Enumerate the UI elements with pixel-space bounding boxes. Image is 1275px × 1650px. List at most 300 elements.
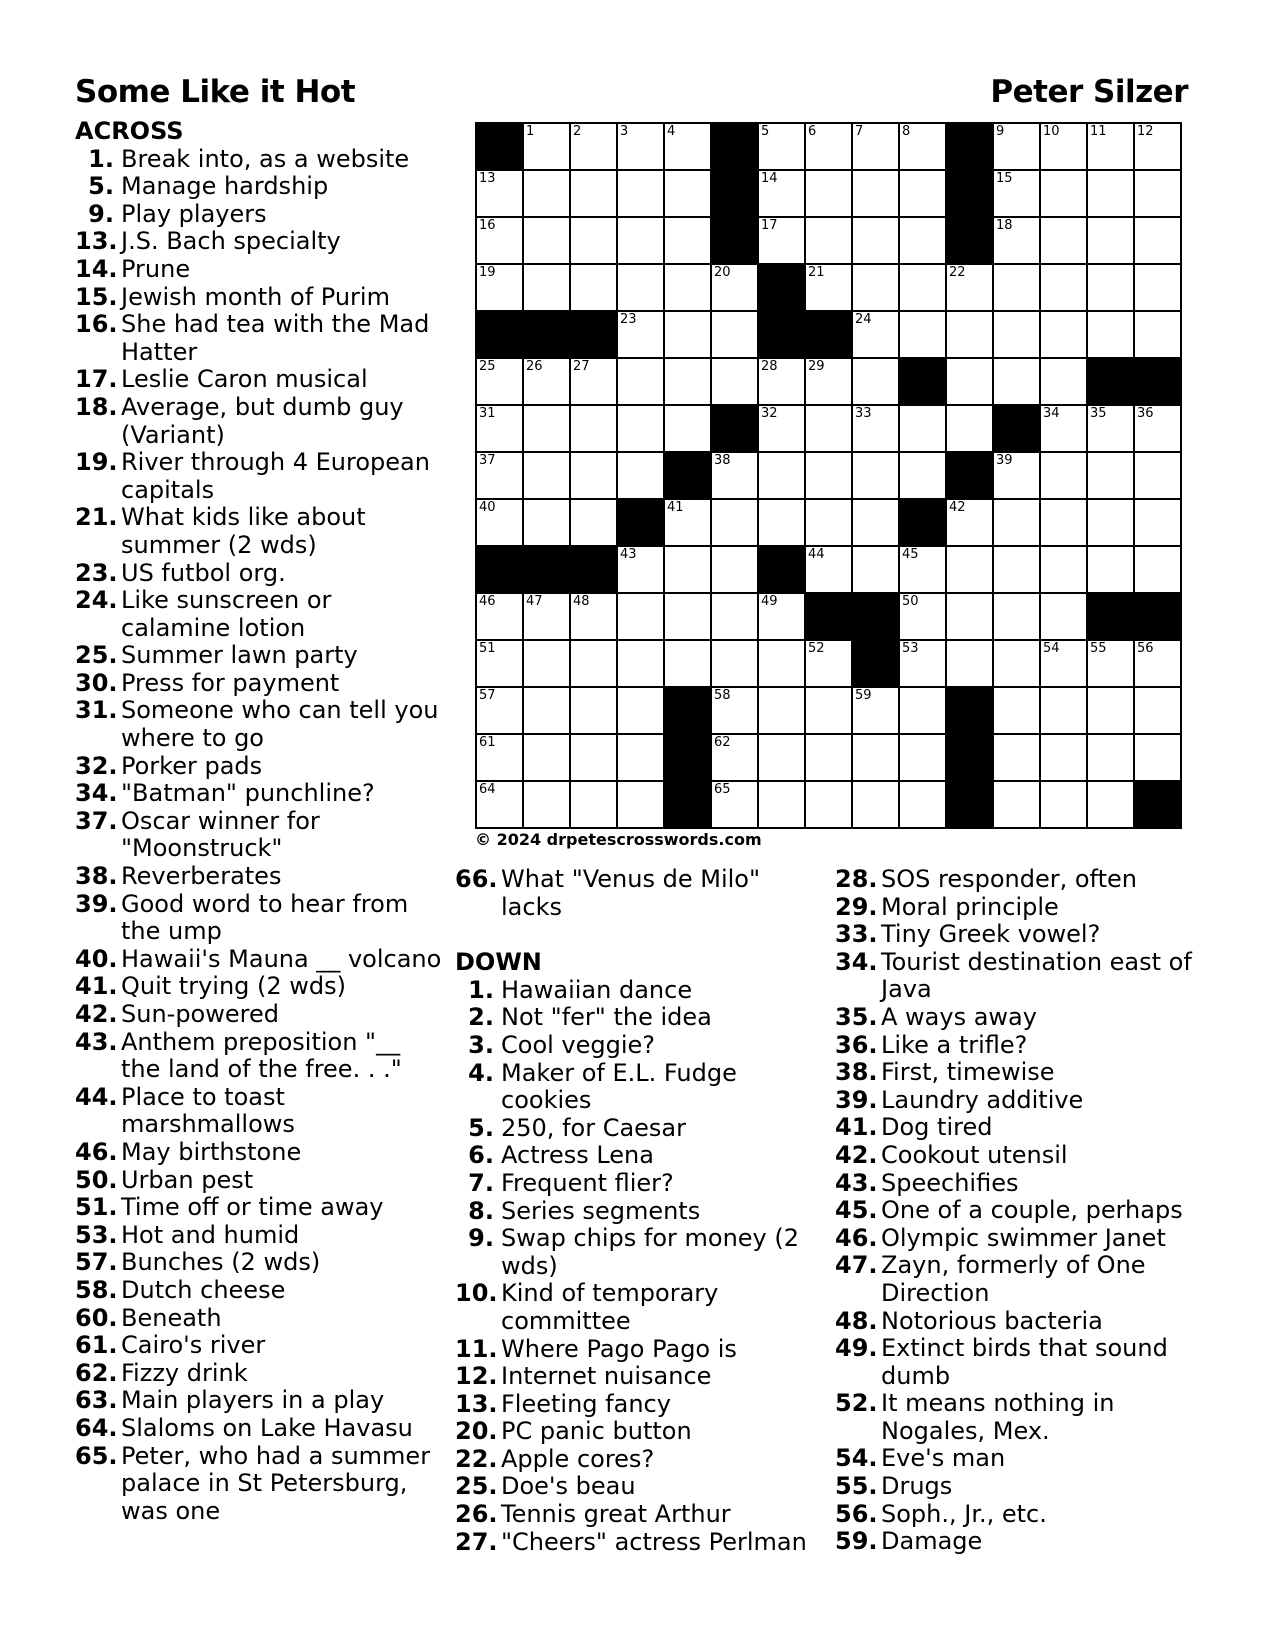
grid-cell[interactable] <box>711 734 758 781</box>
grid-cell[interactable] <box>758 358 805 405</box>
grid-cell[interactable] <box>570 170 617 217</box>
grid-cell[interactable] <box>617 546 664 593</box>
black-square <box>523 311 570 358</box>
clue-number: 22. <box>455 1444 498 1473</box>
grid-cell[interactable] <box>758 687 805 734</box>
grid-cell[interactable] <box>899 687 946 734</box>
clue-text: Beneath <box>121 1303 222 1332</box>
cell-number: 2 <box>573 124 582 139</box>
grid-cell[interactable] <box>523 499 570 546</box>
grid-cell[interactable] <box>1040 499 1087 546</box>
clue-number: 21. <box>75 503 118 532</box>
grid-cell[interactable] <box>711 546 758 593</box>
clue-text: 250, for Caesar <box>501 1113 687 1142</box>
grid-cell[interactable] <box>758 405 805 452</box>
cell-number: 34 <box>1043 406 1060 421</box>
grid-cell[interactable] <box>1040 170 1087 217</box>
grid-cell[interactable] <box>1087 217 1134 264</box>
grid-cell[interactable] <box>852 781 899 828</box>
grid-cell[interactable] <box>617 593 664 640</box>
grid-cell[interactable] <box>664 593 711 640</box>
clue-number: 18. <box>75 392 118 421</box>
grid-cell[interactable] <box>523 217 570 264</box>
clue-text: Olympic swimmer Janet <box>881 1223 1166 1252</box>
grid-cell[interactable] <box>993 311 1040 358</box>
clue-text: Manage hardship <box>121 172 329 201</box>
clue-number: 57. <box>75 1248 118 1277</box>
grid-cell[interactable] <box>711 452 758 499</box>
grid-cell[interactable] <box>758 593 805 640</box>
clue-text: River through 4 European capitals <box>121 448 430 504</box>
cell-number: 59 <box>855 688 872 703</box>
grid-cell[interactable] <box>711 499 758 546</box>
grid-cell[interactable] <box>805 734 852 781</box>
black-square <box>711 123 758 170</box>
grid-cell[interactable] <box>711 640 758 687</box>
grid-cell[interactable] <box>1040 687 1087 734</box>
clue-text: Zayn, formerly of One Direction <box>881 1251 1146 1307</box>
cell-number: 14 <box>761 171 778 186</box>
grid-cell[interactable] <box>993 593 1040 640</box>
grid-cell[interactable] <box>1040 640 1087 687</box>
grid-cell[interactable] <box>946 546 993 593</box>
grid-cell[interactable] <box>993 781 1040 828</box>
grid-cell[interactable] <box>617 687 664 734</box>
down-clue <box>455 977 810 1005</box>
grid-cell[interactable] <box>570 687 617 734</box>
grid-cell[interactable] <box>852 405 899 452</box>
clue-text: Internet nuisance <box>501 1362 712 1391</box>
grid-cell[interactable] <box>523 734 570 781</box>
grid-cell[interactable] <box>476 452 523 499</box>
grid-cell[interactable] <box>899 123 946 170</box>
grid-cell[interactable] <box>570 499 617 546</box>
grid-cell[interactable] <box>1087 311 1134 358</box>
grid-cell[interactable] <box>476 264 523 311</box>
clue-text: Extinct birds that sound dumb <box>881 1334 1168 1390</box>
clue-number: 47. <box>835 1251 878 1280</box>
grid-cell[interactable] <box>1087 170 1134 217</box>
grid-cell[interactable] <box>805 687 852 734</box>
grid-cell[interactable] <box>523 358 570 405</box>
clue-number: 3. <box>468 1030 494 1059</box>
clue-text: Prune <box>121 254 191 283</box>
grid-cell[interactable] <box>711 781 758 828</box>
grid-cell[interactable] <box>899 405 946 452</box>
grid-cell[interactable] <box>1087 734 1134 781</box>
grid-cell[interactable] <box>852 734 899 781</box>
grid-cell[interactable] <box>1134 170 1181 217</box>
grid-cell[interactable] <box>476 593 523 640</box>
grid-cell[interactable] <box>476 358 523 405</box>
grid-cell[interactable] <box>1087 452 1134 499</box>
grid-cell[interactable] <box>664 358 711 405</box>
grid-cell[interactable] <box>523 687 570 734</box>
grid-cell[interactable] <box>570 217 617 264</box>
across-clue <box>75 946 445 974</box>
grid-cell[interactable] <box>993 123 1040 170</box>
grid-cell[interactable] <box>476 217 523 264</box>
grid-cell[interactable] <box>476 405 523 452</box>
black-square <box>1087 358 1134 405</box>
grid-cell[interactable] <box>617 781 664 828</box>
grid-cell[interactable] <box>1040 264 1087 311</box>
grid-cell[interactable] <box>899 452 946 499</box>
grid-cell[interactable] <box>617 311 664 358</box>
grid-cell[interactable] <box>852 546 899 593</box>
grid-cell[interactable] <box>1134 640 1181 687</box>
grid-cell[interactable] <box>993 546 1040 593</box>
grid-cell[interactable] <box>805 781 852 828</box>
grid-cell[interactable] <box>805 358 852 405</box>
grid-cell[interactable] <box>523 123 570 170</box>
grid-cell[interactable] <box>805 452 852 499</box>
grid-cell[interactable] <box>664 217 711 264</box>
clue-text: Soph., Jr., etc. <box>881 1499 1047 1528</box>
clue-text: US futbol org. <box>121 558 286 587</box>
black-square <box>758 311 805 358</box>
clue-number: 13. <box>75 227 118 256</box>
grid-cell[interactable] <box>711 593 758 640</box>
grid-cell[interactable] <box>1040 593 1087 640</box>
grid-cell[interactable] <box>1134 452 1181 499</box>
grid-cell[interactable] <box>711 687 758 734</box>
grid-cell[interactable] <box>805 405 852 452</box>
black-square <box>570 311 617 358</box>
grid-cell[interactable] <box>570 405 617 452</box>
clue-text: Quit trying (2 wds) <box>121 972 347 1001</box>
grid-cell[interactable] <box>476 734 523 781</box>
cell-number: 43 <box>620 547 637 562</box>
black-square <box>1134 358 1181 405</box>
grid-cell[interactable] <box>476 781 523 828</box>
grid-cell[interactable] <box>664 640 711 687</box>
black-square <box>946 734 993 781</box>
spacer <box>455 921 810 949</box>
clue-number: 33. <box>835 920 878 949</box>
clue-number: 61. <box>75 1331 118 1360</box>
black-square <box>805 311 852 358</box>
grid-cell[interactable] <box>664 499 711 546</box>
clue-number: 39. <box>835 1085 878 1114</box>
grid-cell[interactable] <box>993 687 1040 734</box>
grid-cell[interactable] <box>523 640 570 687</box>
cell-number: 64 <box>479 782 496 797</box>
grid-cell[interactable] <box>617 264 664 311</box>
grid-cell[interactable] <box>1087 546 1134 593</box>
down-clue <box>835 1528 1195 1556</box>
grid-cell[interactable] <box>758 170 805 217</box>
grid-cell[interactable] <box>852 217 899 264</box>
clue-number: 59. <box>835 1527 878 1556</box>
grid-cell[interactable] <box>570 640 617 687</box>
clue-number: 15. <box>75 282 118 311</box>
across-clue <box>75 587 445 642</box>
clue-text: Dutch cheese <box>121 1275 286 1304</box>
down-clue <box>455 1198 810 1226</box>
grid-cell[interactable] <box>899 217 946 264</box>
grid-cell[interactable] <box>993 264 1040 311</box>
cell-number: 20 <box>714 265 731 280</box>
clue-text: Urban pest <box>121 1165 254 1194</box>
grid-cell[interactable] <box>852 358 899 405</box>
clue-number: 5. <box>88 172 114 201</box>
clue-number: 14. <box>75 254 118 283</box>
grid-cell[interactable] <box>570 123 617 170</box>
cell-number: 62 <box>714 735 731 750</box>
grid-cell[interactable] <box>805 170 852 217</box>
grid-cell[interactable] <box>1134 546 1181 593</box>
black-square <box>852 593 899 640</box>
grid-cell[interactable] <box>664 123 711 170</box>
grid-cell[interactable] <box>805 264 852 311</box>
grid-cell[interactable] <box>946 593 993 640</box>
grid-cell[interactable] <box>570 358 617 405</box>
grid-cell[interactable] <box>1040 781 1087 828</box>
grid-cell[interactable] <box>523 593 570 640</box>
grid-cell[interactable] <box>758 123 805 170</box>
grid-cell[interactable] <box>852 499 899 546</box>
grid-cell[interactable] <box>523 170 570 217</box>
grid-cell[interactable] <box>899 264 946 311</box>
grid-cell[interactable] <box>1134 217 1181 264</box>
grid-cell[interactable] <box>1134 687 1181 734</box>
grid-cell[interactable] <box>1040 734 1087 781</box>
clue-text: Swap chips for money (2 wds) <box>501 1224 800 1280</box>
cell-number: 4 <box>667 124 676 139</box>
clue-text: Press for payment <box>121 668 340 697</box>
cell-number: 23 <box>620 312 637 327</box>
clue-text: Hawaiian dance <box>501 975 693 1004</box>
grid-cell[interactable] <box>946 405 993 452</box>
grid-cell[interactable] <box>523 781 570 828</box>
grid-cell[interactable] <box>1134 405 1181 452</box>
grid-cell[interactable] <box>993 170 1040 217</box>
grid-cell[interactable] <box>523 452 570 499</box>
grid-cell[interactable] <box>852 123 899 170</box>
cell-number: 7 <box>855 124 864 139</box>
down-clue <box>835 1004 1195 1032</box>
down-clue <box>835 1170 1195 1198</box>
black-square <box>664 781 711 828</box>
grid-cell[interactable] <box>805 123 852 170</box>
grid-cell[interactable] <box>758 781 805 828</box>
clue-number: 44. <box>75 1082 118 1111</box>
grid-cell[interactable] <box>617 405 664 452</box>
grid-cell[interactable] <box>617 170 664 217</box>
clue-text: Cookout utensil <box>881 1140 1068 1169</box>
grid-cell[interactable] <box>805 499 852 546</box>
grid-cell[interactable] <box>852 311 899 358</box>
grid-cell[interactable] <box>899 593 946 640</box>
cell-number: 51 <box>479 641 496 656</box>
grid-cell[interactable] <box>1040 123 1087 170</box>
cell-number: 49 <box>761 594 778 609</box>
grid-cell[interactable] <box>1040 405 1087 452</box>
grid-cell[interactable] <box>899 546 946 593</box>
across-clue <box>75 863 445 891</box>
grid-cell[interactable] <box>993 499 1040 546</box>
grid-cell[interactable] <box>476 640 523 687</box>
grid-cell[interactable] <box>617 640 664 687</box>
clue-number: 9. <box>468 1224 494 1253</box>
grid-cell[interactable] <box>617 358 664 405</box>
clue-number: 43. <box>835 1168 878 1197</box>
cell-number: 46 <box>479 594 496 609</box>
clue-number: 8. <box>468 1196 494 1225</box>
across-clue <box>75 753 445 781</box>
grid-cell[interactable] <box>617 734 664 781</box>
grid-cell[interactable] <box>1087 640 1134 687</box>
grid-cell[interactable] <box>946 264 993 311</box>
grid-cell[interactable] <box>1087 405 1134 452</box>
grid-cell[interactable] <box>1134 499 1181 546</box>
grid-cell[interactable] <box>1087 264 1134 311</box>
grid-cell[interactable] <box>570 781 617 828</box>
grid-cell[interactable] <box>711 311 758 358</box>
grid-cell[interactable] <box>852 452 899 499</box>
cell-number: 25 <box>479 359 496 374</box>
grid-cell[interactable] <box>993 358 1040 405</box>
clue-number: 55. <box>835 1472 878 1501</box>
grid-cell[interactable] <box>805 217 852 264</box>
grid-cell[interactable] <box>1040 452 1087 499</box>
cell-number: 17 <box>761 218 778 233</box>
grid-cell[interactable] <box>476 499 523 546</box>
cell-number: 11 <box>1090 124 1107 139</box>
black-square <box>711 405 758 452</box>
grid-cell[interactable] <box>899 734 946 781</box>
grid-cell[interactable] <box>758 640 805 687</box>
clue-text: Porker pads <box>121 751 263 780</box>
clue-text: Hawaii's Mauna __ volcano <box>121 944 442 973</box>
clue-text: Not "fer" the idea <box>501 1003 712 1032</box>
black-square <box>476 123 523 170</box>
grid-cell[interactable] <box>617 123 664 170</box>
grid-cell[interactable] <box>1040 217 1087 264</box>
grid-cell[interactable] <box>993 452 1040 499</box>
clue-number: 51. <box>75 1193 118 1222</box>
grid-cell[interactable] <box>993 217 1040 264</box>
across-clue <box>75 808 445 863</box>
clue-text: J.S. Bach specialty <box>121 227 341 256</box>
grid-cell[interactable] <box>852 687 899 734</box>
grid-cell[interactable] <box>899 170 946 217</box>
grid-cell[interactable] <box>1087 499 1134 546</box>
grid-cell[interactable] <box>617 217 664 264</box>
across-clue <box>75 1194 445 1222</box>
grid-cell[interactable] <box>993 734 1040 781</box>
cell-number: 56 <box>1137 641 1154 656</box>
grid-cell[interactable] <box>758 734 805 781</box>
grid-cell[interactable] <box>523 405 570 452</box>
grid-cell[interactable] <box>758 452 805 499</box>
grid-cell[interactable] <box>1134 123 1181 170</box>
grid-cell[interactable] <box>570 264 617 311</box>
across-clue <box>75 1360 445 1388</box>
grid-cell[interactable] <box>1087 123 1134 170</box>
grid-cell[interactable] <box>570 452 617 499</box>
down-clue <box>455 1115 810 1143</box>
down-clue <box>835 1225 1195 1253</box>
grid-cell[interactable] <box>758 217 805 264</box>
clue-text: Maker of E.L. Fudge cookies <box>501 1058 737 1115</box>
clue-number: 53. <box>75 1220 118 1249</box>
grid-cell[interactable] <box>476 687 523 734</box>
grid-cell[interactable] <box>664 264 711 311</box>
grid-cell[interactable] <box>899 311 946 358</box>
clue-text: Cairo's river <box>121 1331 266 1360</box>
clue-number: 34. <box>835 947 878 976</box>
grid-cell[interactable] <box>711 358 758 405</box>
grid-cell[interactable] <box>570 593 617 640</box>
grid-cell[interactable] <box>758 499 805 546</box>
clue-number: 1. <box>468 975 494 1004</box>
clue-number: 25. <box>455 1472 498 1501</box>
grid-cell[interactable] <box>852 170 899 217</box>
grid-cell[interactable] <box>664 170 711 217</box>
grid-cell[interactable] <box>570 734 617 781</box>
grid-cell[interactable] <box>1134 264 1181 311</box>
cell-number: 3 <box>620 124 629 139</box>
down-clue <box>835 1445 1195 1473</box>
clue-number: 66. <box>455 865 498 893</box>
grid-cell[interactable] <box>1134 311 1181 358</box>
down-clue-list <box>455 977 810 1556</box>
grid-cell[interactable] <box>476 170 523 217</box>
grid-cell[interactable] <box>805 546 852 593</box>
across-clue <box>75 228 445 256</box>
grid-cell[interactable] <box>899 781 946 828</box>
grid-cell[interactable] <box>805 640 852 687</box>
grid-cell[interactable] <box>1087 781 1134 828</box>
cell-number: 18 <box>996 218 1013 233</box>
grid-cell[interactable] <box>852 264 899 311</box>
grid-cell[interactable] <box>1040 311 1087 358</box>
grid-cell[interactable] <box>1040 358 1087 405</box>
clue-text: Apple cores? <box>501 1444 655 1473</box>
clue-number: 16. <box>75 310 118 339</box>
clue-number: 43. <box>75 1027 118 1056</box>
clue-text: Anthem preposition "__ the land of the free. . ." <box>121 1027 402 1084</box>
clue-number: 40. <box>75 944 118 973</box>
grid-cell[interactable] <box>523 264 570 311</box>
clue-number: 4. <box>468 1058 494 1087</box>
grid-cell[interactable] <box>664 405 711 452</box>
grid-cell[interactable] <box>711 264 758 311</box>
clue-text: Tiny Greek vowel? <box>881 920 1101 949</box>
clue-number: 32. <box>75 751 118 780</box>
grid-cell[interactable] <box>946 640 993 687</box>
across-clue <box>75 1332 445 1360</box>
across-clue <box>75 366 445 394</box>
grid-cell[interactable] <box>1087 687 1134 734</box>
grid-cell[interactable] <box>664 311 711 358</box>
grid-cell[interactable] <box>1040 546 1087 593</box>
grid-cell[interactable] <box>946 499 993 546</box>
grid-cell[interactable] <box>1134 734 1181 781</box>
cell-number: 33 <box>855 406 872 421</box>
grid-cell[interactable] <box>946 358 993 405</box>
grid-cell[interactable] <box>617 452 664 499</box>
across-clue <box>75 146 445 174</box>
clue-number: 7. <box>468 1168 494 1197</box>
grid-cell[interactable] <box>899 640 946 687</box>
clue-text: Slaloms on Lake Havasu <box>121 1413 413 1442</box>
grid-cell[interactable] <box>946 311 993 358</box>
grid-cell[interactable] <box>664 546 711 593</box>
grid-cell[interactable] <box>993 640 1040 687</box>
